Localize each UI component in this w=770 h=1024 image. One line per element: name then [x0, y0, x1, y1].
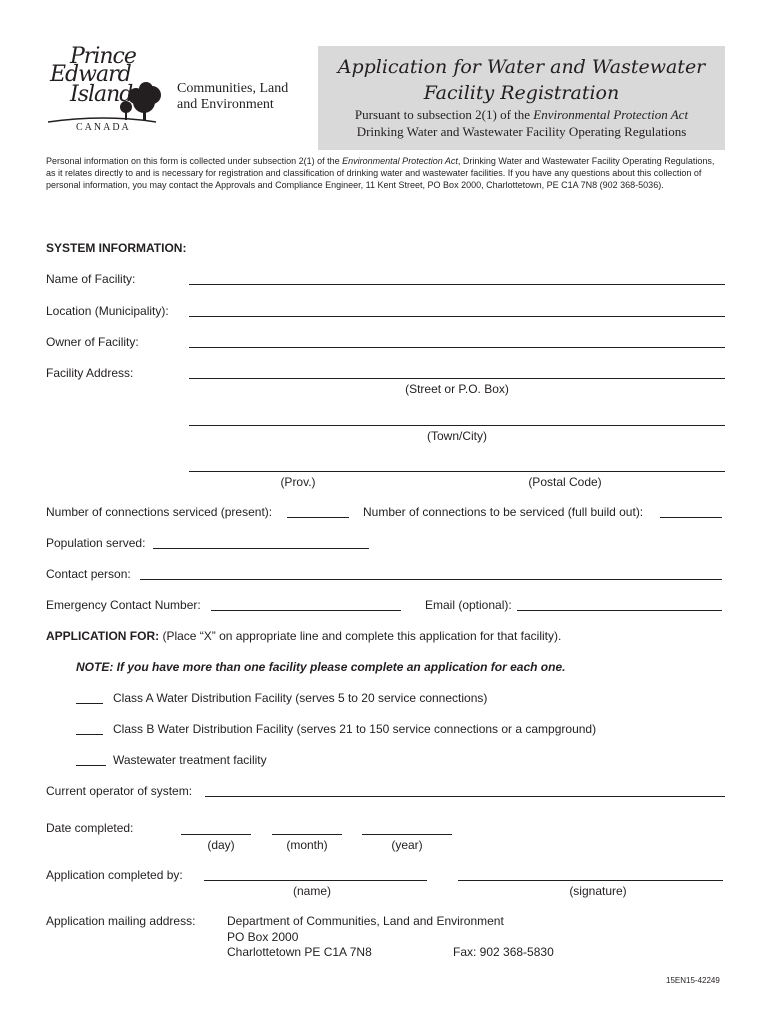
- class-b-option: Class B Water Distribution Facility (serves 21 to 150 service connections or a campground): [113, 722, 597, 736]
- department-name-line2: and Environment: [177, 97, 274, 112]
- owner-field[interactable]: [189, 347, 725, 348]
- form-subtitle-line2: Drinking Water and Wastewater Facility Operating Regulations: [356, 124, 687, 139]
- facility-name-label: Name of Facility:: [46, 272, 136, 286]
- form-subtitle-line1: Pursuant to subsection 2(1) of the Environmental Protection Act: [354, 107, 689, 122]
- form-title-box: [318, 46, 725, 150]
- current-operator-label: Current operator of system:: [46, 784, 193, 798]
- mailing-address-line3: Charlottetown PE C1A 7N8: [227, 945, 372, 959]
- location-field[interactable]: [189, 316, 725, 317]
- facility-address-label: Facility Address:: [46, 366, 134, 380]
- system-information-heading: SYSTEM INFORMATION:: [46, 241, 187, 255]
- name-caption: (name): [292, 884, 331, 898]
- emergency-contact-label: Emergency Contact Number:: [46, 598, 201, 612]
- connections-future-field[interactable]: [660, 517, 722, 518]
- signature-field[interactable]: [458, 880, 723, 881]
- wastewater-checkline[interactable]: [76, 765, 106, 766]
- privacy-notice: Personal information on this form is collected under subsection 2(1) of the Environmental Protection Act, Drinking Water and Wastewater Facility Operating Regulations, as it relates directly to and is necessary for registration and classification of drinking water and wastewater facilities. If you have any questions about this collection of personal information, you may contact the Approvals and Compliance Engineer, 11 Kent Street, PO Box 2000, Charlottetown, PE C1A 7N8 (902 368-5036).: [46, 156, 715, 190]
- application-instruction: (Place “X” on appropriate line and complete this application for that facility).: [159, 629, 562, 643]
- street-caption: (Street or P.O. Box): [405, 382, 509, 396]
- signature-caption: (signature): [569, 884, 627, 898]
- form-title-line1: Application for Water and Wastewater: [337, 56, 706, 78]
- province-caption: (Prov.): [280, 475, 316, 489]
- current-operator-field[interactable]: [205, 796, 725, 797]
- population-label: Population served:: [46, 536, 146, 550]
- application-for-line: [46, 629, 561, 643]
- date-completed-label: Date completed:: [46, 821, 134, 835]
- postal-code-caption: (Postal Code): [528, 475, 602, 489]
- department-name-line1: Communities, Land: [177, 81, 289, 96]
- form-title-line2: Facility Registration: [423, 82, 620, 104]
- street-field[interactable]: [189, 378, 725, 379]
- month-field[interactable]: [272, 834, 342, 835]
- mailing-address-line1: Department of Communities, Land and Environment: [227, 914, 504, 928]
- logo-island: Island: [70, 82, 133, 107]
- logo-prince: Prince: [70, 44, 136, 69]
- logo-canada: CANADA: [76, 122, 131, 133]
- wastewater-option: Wastewater treatment facility: [113, 753, 267, 767]
- day-field[interactable]: [181, 834, 251, 835]
- facility-name-field[interactable]: [189, 284, 725, 285]
- town-field[interactable]: [189, 425, 725, 426]
- contact-person-label: Contact person:: [46, 567, 131, 581]
- class-b-checkline[interactable]: [76, 734, 103, 735]
- connections-future-label: Number of connections to be serviced (full build out):: [363, 505, 644, 519]
- mailing-address-label: Application mailing address:: [46, 914, 196, 928]
- emergency-contact-field[interactable]: [211, 610, 401, 611]
- pei-logo: [44, 44, 314, 144]
- completed-by-name-field[interactable]: [204, 880, 427, 881]
- connections-present-label: Number of connections serviced (present):: [46, 505, 273, 519]
- month-caption: (month): [286, 838, 328, 852]
- town-caption: (Town/City): [426, 429, 487, 443]
- class-a-option: Class A Water Distribution Facility (serves 5 to 20 service connections): [113, 691, 488, 705]
- form-number: 15EN15-42249: [666, 976, 720, 985]
- class-a-checkline[interactable]: [76, 703, 103, 704]
- multiple-facility-note: NOTE: If you have more than one facility please complete an application for each one.: [76, 660, 566, 674]
- completed-by-label: Application completed by:: [46, 868, 183, 882]
- population-field[interactable]: [153, 548, 369, 549]
- year-field[interactable]: [362, 834, 452, 835]
- day-caption: (day): [207, 838, 235, 852]
- location-label: Location (Municipality):: [46, 304, 169, 318]
- email-field[interactable]: [517, 610, 722, 611]
- owner-label: Owner of Facility:: [46, 335, 139, 349]
- year-caption: (year): [391, 838, 423, 852]
- connections-present-field[interactable]: [287, 517, 349, 518]
- application-for-heading: APPLICATION FOR:: [46, 629, 160, 643]
- email-label: Email (optional):: [425, 598, 512, 612]
- province-postal-field[interactable]: [189, 471, 725, 472]
- contact-person-field[interactable]: [140, 579, 722, 580]
- fax-number: Fax: 902 368-5830: [453, 945, 554, 959]
- mailing-address-line2: PO Box 2000: [227, 930, 299, 944]
- logo-edward: Edward: [50, 62, 131, 87]
